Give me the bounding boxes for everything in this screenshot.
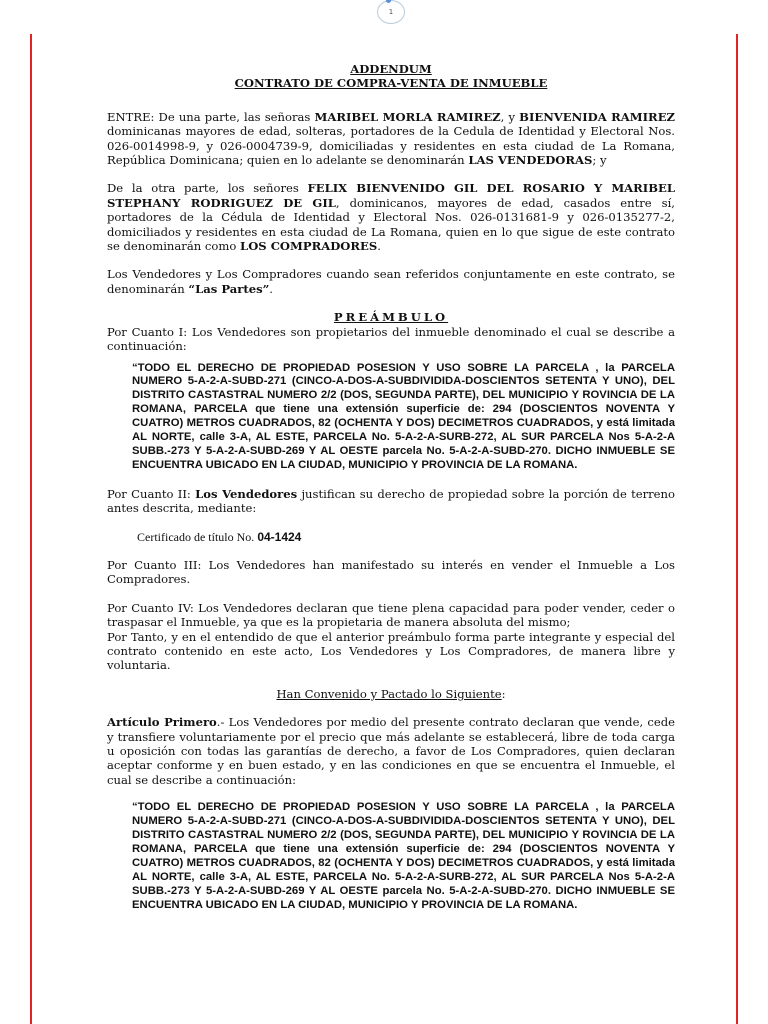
left-margin-line bbox=[30, 34, 32, 1024]
contract-title: CONTRATO DE COMPRA-VENTA DE INMUEBLE bbox=[234, 76, 548, 91]
parties-buyers-paragraph: De la otra parte, los señores FELIX BIENVENIDO GIL DEL ROSARIO Y MARIBEL STEPHANY RODRIGUEZ DE GIL, dominicanos, mayores de edad, casados entre sí, portadores de la Cédula de Identidad y Electoral Nos. 026-0131681-9 y 026-0135277-2, domiciliados y residentes en esta ciudad de La Romana, quien en lo que sigue de este contrato se denominarán como LOS COMPRADORES. bbox=[107, 181, 675, 254]
convenido-title: Han Convenido y Pactado lo Siguiente bbox=[276, 686, 502, 701]
por-tanto: Por Tanto, y en el entendido de que el anterior preámbulo forma parte integrante y especial del contrato contenido en este acto, Los Vendedores y Los Compradores, de manera libre y voluntaria. bbox=[107, 629, 675, 673]
parties-sellers-paragraph: ENTRE: De una parte, las señoras MARIBEL MORLA RAMIREZ, y BIENVENIDA RAMIREZ dominicanas mayores de edad, solteras, portadores de la Cedula de Identidad y Electoral Nos. 026-0014998-9, y 026-0004739-9, domiciliadas y residentes en esta ciudad de La Romana, República Dominicana; quien en lo adelante se denominarán LAS VENDEDORAS; y bbox=[107, 109, 675, 168]
por-cuanto-4: Por Cuanto IV: Los Vendedores declaran que tiene plena capacidad para poder vender, ceder o traspasar el Inmueble, ya que es la propietaria de manera absoluta del mismo; bbox=[107, 600, 675, 630]
convenido-title-line: Han Convenido y Pactado lo Siguiente: bbox=[276, 686, 506, 701]
parties-definition-paragraph: Los Vendedores y Los Compradores cuando sean referidos conjuntamente en este contrato, se denominarán “Las Partes”. bbox=[107, 267, 675, 296]
property-description-2: “TODO EL DERECHO DE PROPIEDAD POSESION Y USO SOBRE LA PARCELA , la PARCELA NUMERO 5-A-2-A-SUBD-271 (CINCO-A-DOS-A-SUBDIVIDIDA-DOSCIENTOS SETENTA Y UNO), DEL DISTRITO CASTASTRAL NUMERO 2/2 (DOS, SEGUNDA PARTE), DEL MUNICIPIO Y ROVINCIA DE LA ROMANA, PARCELA que tiene una extensión superficie de: 294 (DOSCIENTOS NOVENTA Y CUATRO) METROS CUADRADOS, 82 (OCHENTA Y DOS) DECIMETROS CUADRADOS, y está limitada AL NORTE, calle 3-A, AL ESTE, PARCELA No. 5-A-2-A-SURB-272, AL SUR PARCELA Nos 5-A-2-A SUBB.-273 Y 5-A-2-A-SUBD-269 Y AL OESTE parcela No. 5-A-2-A-SUBD-270. DICHO INMUEBLE SE ENCUENTRA UBICADO EN LA CIUDAD, MUNICIPIO Y PROVINCIA DE LA ROMANA. bbox=[132, 801, 675, 911]
right-margin-line bbox=[736, 34, 738, 1024]
addendum-title: ADDENDUM bbox=[350, 62, 432, 76]
page-number: 1 bbox=[388, 8, 394, 16]
certificate-line: Certificado de título No. 04-1424 bbox=[137, 529, 302, 544]
preambulo-title: PREÁMBULO bbox=[333, 310, 449, 325]
page-badge-dot bbox=[386, 0, 391, 3]
por-cuanto-2: Por Cuanto II: Los Vendedores justifican su derecho de propiedad sobre la porción de terreno antes descrita, mediante: bbox=[107, 486, 675, 516]
certificate-number: 04-1424 bbox=[257, 529, 302, 544]
document-body bbox=[107, 62, 675, 913]
articulo-primero: Artículo Primero.- Los Vendedores por medio del presente contrato declaran que vende, cede y transfiere voluntariamente por el precio que más adelante se establecerá, libre de toda carga u oposición con todas las garantías de derecho, a favor de Los Compradores, quien declaran aceptar conforme y en buen estado, y en las condiciones en que se encuentra el Inmueble, el cual se describe a continuación: bbox=[107, 715, 675, 787]
por-cuanto-1: Por Cuanto I: Los Vendedores son propietarios del inmueble denominado el cual se describe a continuación: bbox=[107, 324, 675, 354]
por-cuanto-3: Por Cuanto III: Los Vendedores han manifestado su interés en vender el Inmueble a Los Compradores. bbox=[107, 557, 675, 587]
page-number-badge bbox=[377, 0, 405, 24]
property-description-1: “TODO EL DERECHO DE PROPIEDAD POSESION Y USO SOBRE LA PARCELA , la PARCELA NUMERO 5-A-2-A-SUBD-271 (CINCO-A-DOS-A-SUBDIVIDIDA-DOSCIENTOS SETENTA Y UNO), DEL DISTRITO CASTASTRAL NUMERO 2/2 (DOS, SEGUNDA PARTE), DEL MUNICIPIO Y ROVINCIA DE LA ROMANA, PARCELA que tiene una extensión superficie de: 294 (DOSCIENTOS NOVENTA Y CUATRO) METROS CUADRADOS, 82 (OCHENTA Y DOS) DECIMETROS CUADRADOS, y está limitada AL NORTE, calle 3-A, AL ESTE, PARCELA No. 5-A-2-A-SURB-272, AL SUR PARCELA Nos 5-A-2-A SUBB.-273 Y 5-A-2-A-SUBD-269 Y AL OESTE parcela No. 5-A-2-A-SUBD-270. DICHO INMUEBLE SE ENCUENTRA UBICADO EN LA CIUDAD, MUNICIPIO Y PROVINCIA DE LA ROMANA. bbox=[132, 361, 675, 471]
